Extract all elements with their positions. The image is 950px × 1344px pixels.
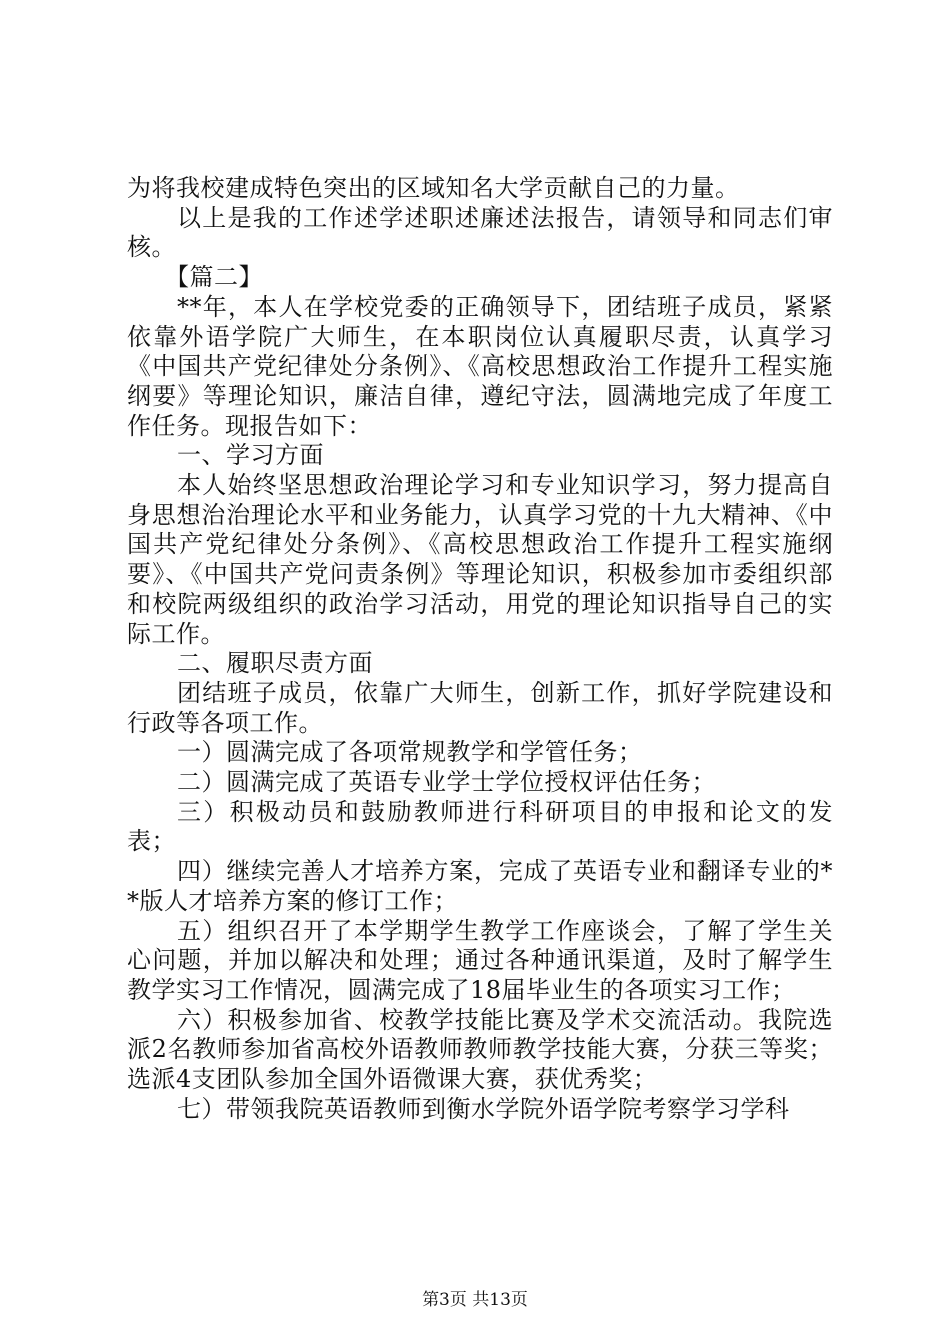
paragraph-review-request: 以上是我的工作述学述职述廉述法报告，请领导和同志们审核。 xyxy=(127,203,833,262)
section-heading-part-two: 【篇二】 xyxy=(165,263,263,292)
list-item-4: 四）继续完善人才培养方案，完成了英语专业和翻译专业的**版人才培养方案的修订工作； xyxy=(127,857,833,915)
list-item-1: 一）圆满完成了各项常规教学和学管任务； xyxy=(177,738,643,767)
section-heading-duties: 二、履职尽责方面 xyxy=(177,649,373,678)
list-item-6: 六）积极参加省、校教学技能比赛及学术交流活动。我院选派2名教师参加省高校外语教师教师教学技能大赛，分获三等奖；选派4支团队参加全国外语微课大赛，获优秀奖； xyxy=(127,1005,833,1094)
paragraph-study: 本人始终坚思想政治理论学习和专业知识学习，努力提高自身思想治治理论水平和业务能力，认真学习党的十九大精神、《中国共产党纪律处分条例》、《高校思想政治工作提升工程实施纲要》、《中国共产党问责条例》等理论知识，积极参加市委组织部和校院两级组织的政治学习活动，用党的理论知识指导自己的实际工作。 xyxy=(127,471,833,648)
list-item-2: 二）圆满完成了英语专业学士学位授权评估任务； xyxy=(177,768,716,797)
section-heading-study: 一、学习方面 xyxy=(177,441,324,470)
page-number-footer: 第3页 共13页 xyxy=(422,1290,528,1310)
list-item-3: 三）积极动员和鼓励教师进行科研项目的申报和论文的发表； xyxy=(127,797,833,856)
paragraph-closing-line: 为将我校建成特色突出的区域知名大学贡献自己的力量。 xyxy=(127,174,740,202)
document-body xyxy=(127,174,833,1125)
list-item-7: 七）带领我院英语教师到衡水学院外语学院考察学习学科 xyxy=(177,1094,790,1123)
paragraph-intro: **年，本人在学校党委的正确领导下，团结班子成员，紧紧依靠外语学院广大师生，在本职岗位认真履职尽责，认真学习《中国共产党纪律处分条例》、《高校思想政治工作提升工程实施纲要》等理论知识，廉洁自律，遵纪守法，圆满地完成了年度工作任务。现报告如下： xyxy=(127,292,833,440)
list-item-5: 五）组织召开了本学期学生教学工作座谈会，了解了学生关心问题，并加以解决和处理；通过各种通讯渠道，及时了解学生教学实习工作情况，圆满完成了18届毕业生的各项实习工作； xyxy=(127,916,833,1004)
paragraph-duties: 团结班子成员，依靠广大师生，创新工作，抓好学院建设和行政等各项工作。 xyxy=(127,678,833,737)
